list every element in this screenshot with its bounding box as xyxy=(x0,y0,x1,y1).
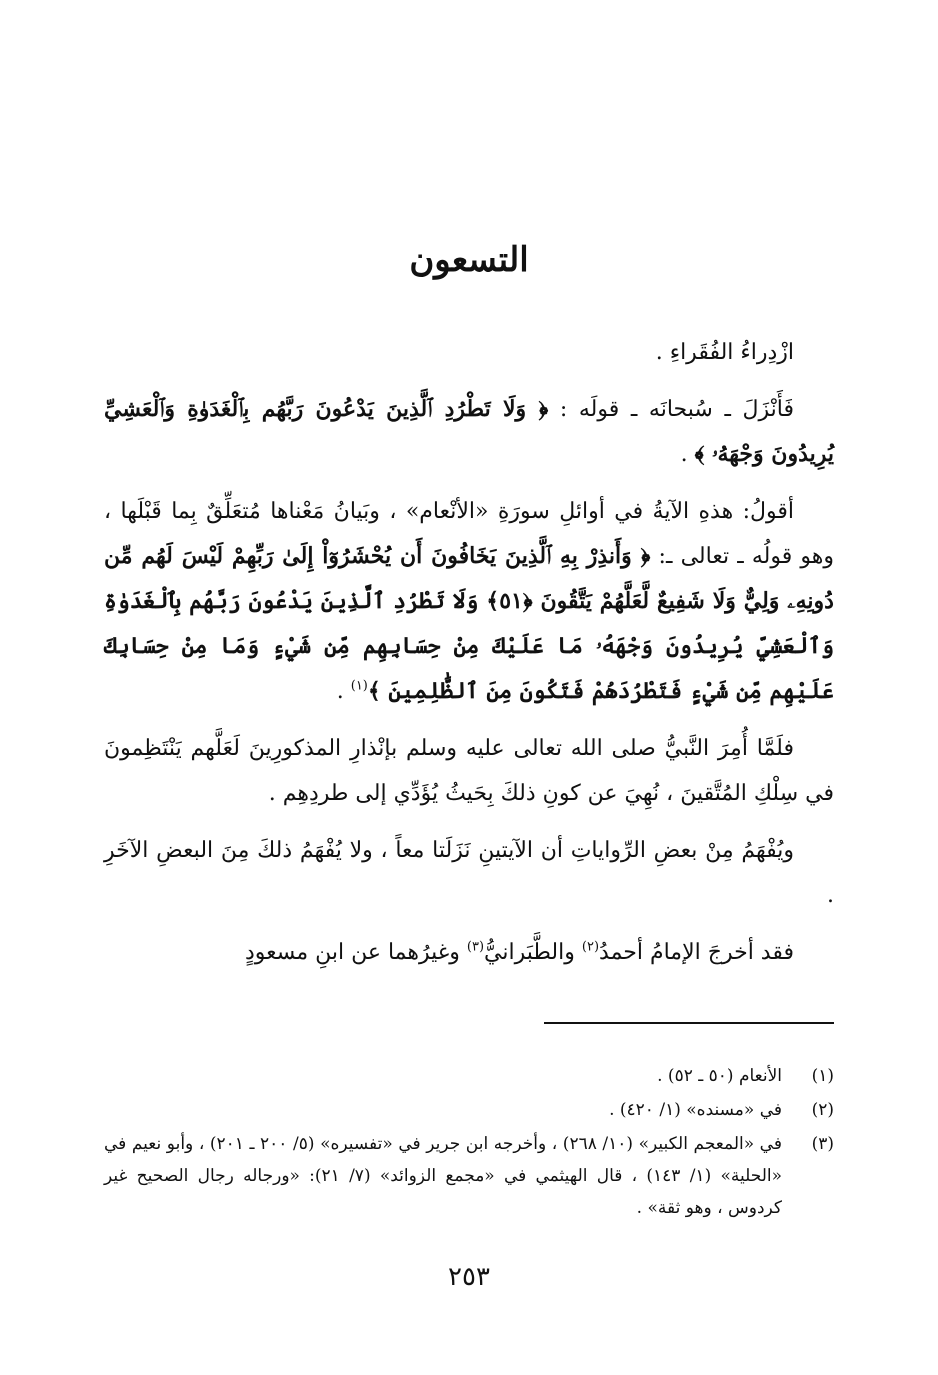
footnote-1-text: الأنعام (٥٠ ـ ٥٢) . xyxy=(657,1066,782,1086)
footnote-3-text: في «المعجم الكبير» (١٠/ ٢٦٨) ، وأخرجه ابن جرير في «تفسيره» (٥/ ٢٠٠ ـ ٢٠١) ، وأبو نعيم في «الحلية» (١/ ١٤٣) ، قال الهيثمي في «مجمع الزوائد» (٧/ ٢١): «ورجاله رجال الصحيح غير كردوس ، وهو ثقة» . xyxy=(104,1134,782,1218)
footnotes xyxy=(104,1060,834,1226)
paragraph-4-text: فلَمَّا أُمِرَ النَّبيُّ صلى الله تعالى عليه وسلم بإنْذارِ المذكورِينَ لَعَلَّهم يَنْتَظِمونَ في سِلْكِ المُتَّقينَ ، نُهِيَ عن كونِ ذلكَ بِحَيثُ يُؤَدِّي إلى طردِهِم . xyxy=(104,736,834,806)
paragraph-2-tail: . xyxy=(680,442,695,467)
paragraph-3-tail: . xyxy=(336,679,351,704)
footnote-ref-1: (١) xyxy=(350,678,368,694)
footnote-1-number: (١) xyxy=(811,1066,834,1086)
paragraph-3 xyxy=(104,489,834,714)
page-number: ٢٥٣ xyxy=(448,1262,490,1292)
footnote-ref-3: (٣) xyxy=(466,939,485,955)
footnote-2-text: في «مسنده» (١/ ٤٢٠) . xyxy=(609,1100,782,1120)
footnote-2 xyxy=(104,1094,834,1126)
paragraph-5 xyxy=(104,828,834,918)
paragraph-6-part-2: والطَّبَرانيُّ xyxy=(484,940,582,965)
paragraph-2 xyxy=(104,387,834,477)
footnote-ref-2: (٢) xyxy=(581,939,600,955)
main-text xyxy=(104,330,834,987)
footnote-separator xyxy=(544,1022,834,1024)
footnote-1 xyxy=(104,1060,834,1092)
paragraph-1-text: ازْدِراءُ الفُقَراءِ . xyxy=(655,340,794,365)
footnote-3 xyxy=(104,1128,834,1224)
footnote-3-number: (٣) xyxy=(811,1134,834,1154)
quran-verse-1: ﴿ وَلَا تَطْرُدِ ٱلَّذِينَ يَدْعُونَ رَبَّهُم بِٱلْغَدَوٰةِ وَٱلْعَشِيِّ يُرِيدُونَ وَجْهَهُۥ ﴾ xyxy=(104,396,834,467)
paragraph-5-text: ويُفْهَمُ مِنْ بعضِ الرِّواياتِ أن الآيتينِ نَزَلَتا معاً ، ولا يُفْهَمُ ذلكَ مِنَ البعضِ الآخَرِ . xyxy=(104,838,834,908)
paragraph-2-intro: فَأَنْزَلَ ـ سُبحانَه ـ قولَه : xyxy=(548,397,794,422)
quran-verse-2: ﴿ وَأَنذِرْ بِهِ ٱلَّذِينَ يَخَافُونَ أَن يُحْشَرُوٓاْ إِلَىٰ رَبِّهِمْ لَيْسَ لَهُم مِّن دُونِهِۦ وَلِيٌّ وَلَا شَفِيعٌ لَّعَلَّهُمْ يَتَّقُونَ ﴿٥١﴾ وَلَا تَطْرُدِ ٱلَّذِينَ يَدْعُونَ رَبَّهُم بِٱلْغَدَوٰةِ وَٱلْعَشِيِّ يُرِيدُونَ وَجْهَهُۥ مَا عَلَيْكَ مِنْ حِسَابِهِم مِّن شَيْءٍ وَمَا مِنْ حِسَابِكَ عَلَيْهِم مِّن شَيْءٍ فَتَطْرُدَهُمْ فَتَكُونَ مِنَ ٱلظَّٰلِمِينَ ﴾ xyxy=(104,543,834,704)
paragraph-6 xyxy=(104,930,834,975)
footnote-2-number: (٢) xyxy=(811,1100,834,1120)
paragraph-3-intro: أقولُ: هذهِ الآيةُ في أوائلِ سورَةِ «الأنْعام» ، وبَيانُ مَعْناها مُتعَلِّقٌ بِما قَبْلَها ، وهو قولُه ـ تعالى ـ: xyxy=(104,499,835,569)
paragraph-6-part-3: وغيرُهما عن ابنِ مسعودٍ xyxy=(244,940,467,965)
chapter-title: التسعون xyxy=(409,240,529,280)
paragraph-1 xyxy=(104,330,834,375)
paragraph-4 xyxy=(104,726,834,816)
paragraph-6-part-1: فقد أخرجَ الإمامُ أحمدُ xyxy=(599,940,794,965)
